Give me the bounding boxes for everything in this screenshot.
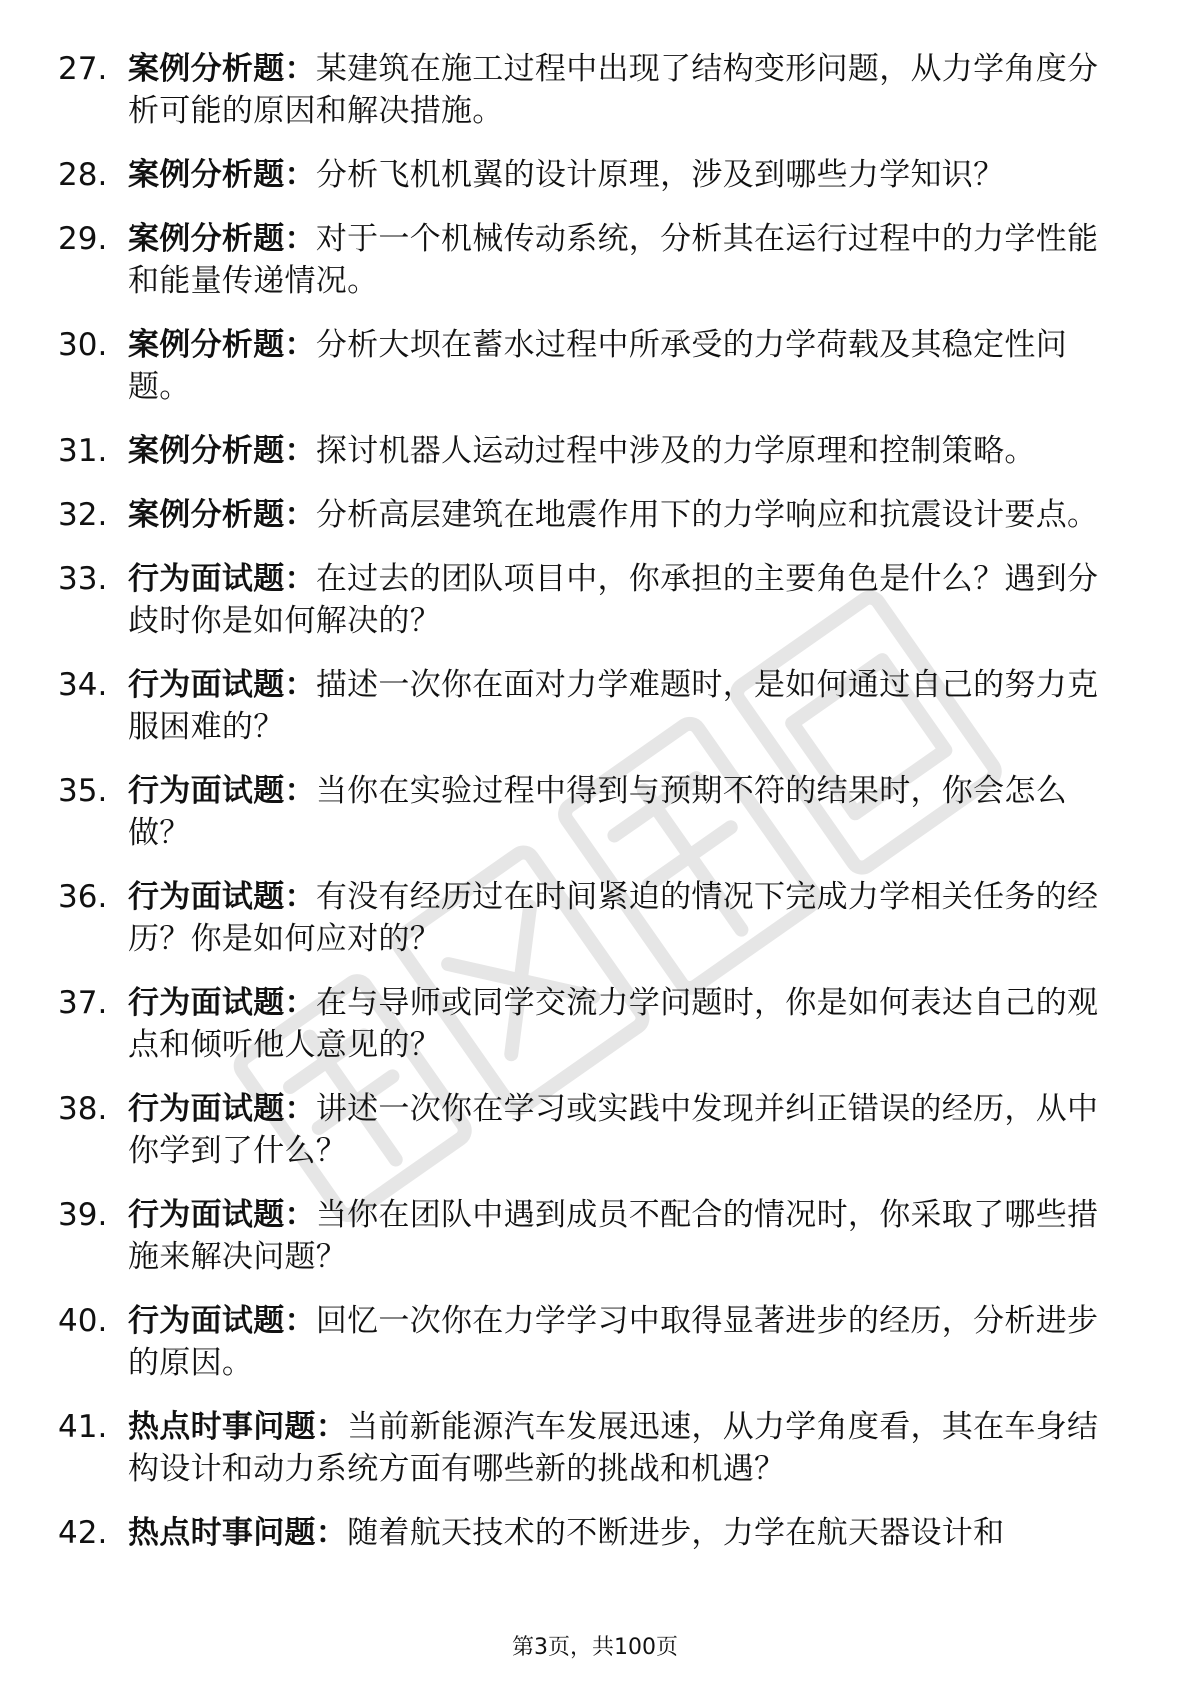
question-item (0, 1512, 1190, 1554)
question-item (0, 1300, 1190, 1384)
question-text: 当你在团队中遇到成员不配合的情况时，你采取了哪些措施来解决问题？ (128, 1197, 1099, 1275)
question-body (128, 770, 1113, 854)
question-number: 37. (58, 985, 108, 1021)
question-number: 41. (58, 1409, 108, 1445)
question-item (0, 982, 1190, 1066)
question-text: 回忆一次你在力学学习中取得显著进步的经历，分析进步的原因。 (128, 1303, 1099, 1381)
question-text: 随着航天技术的不断进步，力学在航天器设计和 (347, 1515, 1005, 1551)
question-body (128, 154, 1113, 196)
question-number: 31. (58, 433, 108, 469)
question-category: 行为面试题： (128, 773, 316, 809)
question-category: 案例分析题： (128, 221, 316, 257)
question-number: 32. (58, 497, 108, 533)
question-body (128, 430, 1113, 472)
question-text: 某建筑在施工过程中出现了结构变形问题，从力学角度分析可能的原因和解决措施。 (128, 51, 1099, 129)
question-item (0, 770, 1190, 854)
page-number-footer: 第3页，共100页 (512, 1635, 678, 1660)
question-number: 38. (58, 1091, 108, 1127)
question-category: 案例分析题： (128, 157, 316, 193)
question-list (0, 48, 1190, 1576)
question-category: 行为面试题： (128, 1197, 316, 1233)
question-number: 42. (58, 1515, 108, 1551)
question-body (128, 218, 1113, 302)
question-item (0, 876, 1190, 960)
question-item (0, 664, 1190, 748)
question-item (0, 154, 1190, 196)
question-body (128, 48, 1113, 132)
question-category: 行为面试题： (128, 561, 316, 597)
question-category: 行为面试题： (128, 667, 316, 703)
question-category: 行为面试题： (128, 1091, 316, 1127)
question-text: 探讨机器人运动过程中涉及的力学原理和控制策略。 (315, 433, 1036, 469)
question-item (0, 324, 1190, 408)
question-number: 27. (58, 51, 108, 87)
question-item (0, 430, 1190, 472)
question-item (0, 48, 1190, 132)
question-body (128, 664, 1113, 748)
question-body (128, 1088, 1113, 1172)
question-item (0, 558, 1190, 642)
question-category: 案例分析题： (128, 433, 316, 469)
question-number: 40. (58, 1303, 108, 1339)
question-item (0, 1088, 1190, 1172)
question-number: 39. (58, 1197, 108, 1233)
question-item (0, 218, 1190, 302)
question-body (128, 1194, 1113, 1278)
question-category: 热点时事问题： (128, 1515, 348, 1551)
question-text: 描述一次你在面对力学难题时，是如何通过自己的努力克服困难的？ (128, 667, 1099, 745)
question-category: 案例分析题： (128, 327, 316, 363)
question-item (0, 1406, 1190, 1490)
question-category: 案例分析题： (128, 497, 316, 533)
question-category: 热点时事问题： (128, 1409, 348, 1445)
question-body (128, 324, 1113, 408)
question-number: 34. (58, 667, 108, 703)
question-text: 在过去的团队项目中，你承担的主要角色是什么？遇到分歧时你是如何解决的？ (128, 561, 1099, 639)
question-item (0, 494, 1190, 536)
question-category: 案例分析题： (128, 51, 316, 87)
question-text: 当你在实验过程中得到与预期不符的结果时，你会怎么做？ (128, 773, 1068, 851)
question-text: 分析大坝在蓄水过程中所承受的力学荷载及其稳定性问题。 (128, 327, 1068, 405)
question-body (128, 558, 1113, 642)
question-body (128, 876, 1113, 960)
question-number: 33. (58, 561, 108, 597)
question-category: 行为面试题： (128, 985, 316, 1021)
question-text: 对于一个机械传动系统，分析其在运行过程中的力学性能和能量传递情况。 (128, 221, 1099, 299)
question-number: 35. (58, 773, 108, 809)
question-body (128, 1300, 1113, 1384)
question-category: 行为面试题： (128, 879, 316, 915)
question-text: 讲述一次你在学习或实践中发现并纠正错误的经历，从中你学到了什么？ (128, 1091, 1099, 1169)
question-text: 分析高层建筑在地震作用下的力学响应和抗震设计要点。 (315, 497, 1099, 533)
question-number: 30. (58, 327, 108, 363)
question-text: 当前新能源汽车发展迅速，从力学角度看，其在车身结构设计和动力系统方面有哪些新的挑战和机遇？ (128, 1409, 1099, 1487)
question-body (128, 494, 1113, 536)
question-item (0, 1194, 1190, 1278)
question-text: 有没有经历过在时间紧迫的情况下完成力学相关任务的经历？你是如何应对的？ (128, 879, 1099, 957)
question-body (128, 1406, 1113, 1490)
question-body (128, 982, 1113, 1066)
question-text: 在与导师或同学交流力学问题时，你是如何表达自己的观点和倾听他人意见的？ (128, 985, 1099, 1063)
question-body (128, 1512, 1113, 1554)
question-number: 36. (58, 879, 108, 915)
question-number: 29. (58, 221, 108, 257)
question-category: 行为面试题： (128, 1303, 316, 1339)
question-text: 分析飞机机翼的设计原理，涉及到哪些力学知识？ (315, 157, 1005, 193)
question-number: 28. (58, 157, 108, 193)
